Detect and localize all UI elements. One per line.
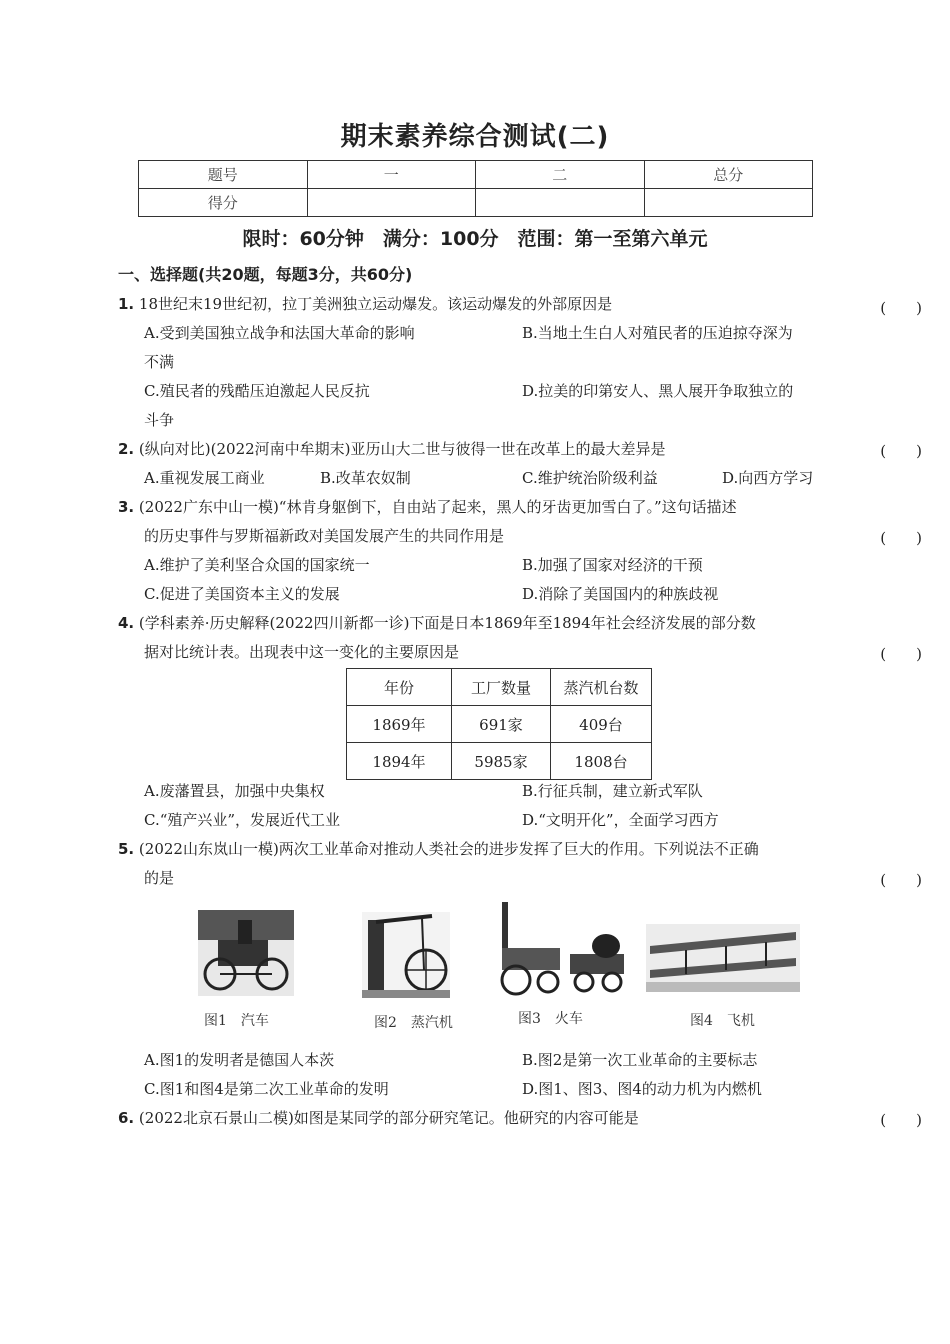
option-c[interactable]: C.图1和图4是第二次工业革命的发明 — [144, 1080, 389, 1098]
option-d-continued: 斗争 — [144, 411, 175, 429]
question-text: (2022广东中山一模)“林肯身躯倒下，自由站了起来，黑人的牙齿更加雪白了。”这句话描述 — [138, 498, 737, 516]
train-figure — [496, 902, 626, 996]
option-a[interactable]: A.重视发展工商业 — [144, 469, 265, 487]
score-table — [138, 160, 813, 217]
question-3-stem — [118, 493, 737, 522]
question-number: 4. — [118, 614, 135, 632]
option-a[interactable]: A.废藩置县，加强中央集权 — [144, 782, 325, 800]
figure-caption: 图1 汽车 — [204, 1013, 269, 1029]
option-c[interactable]: C.“殖产兴业”，发展近代工业 — [144, 811, 341, 829]
figure-caption: 图4 飞机 — [690, 1013, 755, 1029]
figure-caption: 图3 火车 — [518, 1011, 583, 1027]
airplane-figure — [646, 924, 800, 992]
option-d[interactable]: D.拉美的印第安人、黑人展开争取独立的 — [522, 382, 794, 400]
question-text: (2022山东岚山一模)两次工业革命对推动人类社会的进步发挥了巨大的作用。下列说法不正确 — [138, 840, 759, 858]
option-d[interactable]: D.向西方学习 — [722, 469, 814, 487]
question-number: 5. — [118, 840, 135, 858]
question-4-stem — [118, 609, 756, 638]
exam-meta: 限时：60分钟 满分：100分 范围：第一至第六单元 — [242, 228, 708, 250]
table-cell: 1894年 — [347, 743, 452, 780]
question-number: 6. — [118, 1109, 135, 1127]
answer-blank[interactable]: ( ) — [880, 871, 922, 889]
answer-blank[interactable]: ( ) — [880, 299, 922, 317]
score-header-cell: 二 — [476, 161, 645, 189]
answer-blank[interactable]: ( ) — [880, 1111, 922, 1129]
table-header-cell: 工厂数量 — [452, 669, 551, 706]
question-text: (2022北京石景山二模)如图是某同学的部分研究笔记。他研究的内容可能是 — [138, 1109, 639, 1127]
question-1-stem — [118, 290, 612, 319]
question-number: 3. — [118, 498, 135, 516]
question-4-stem-line2: 据对比统计表。出现表中这一变化的主要原因是 — [144, 643, 460, 661]
score-cell[interactable] — [476, 189, 645, 217]
answer-blank[interactable]: ( ) — [880, 442, 922, 460]
table-row — [347, 743, 652, 780]
question-5-stem-line2: 的是 — [144, 869, 175, 887]
table-header-cell: 年份 — [347, 669, 452, 706]
question-6-stem — [118, 1104, 639, 1133]
table-cell: 409台 — [551, 706, 652, 743]
option-b-continued: 不满 — [144, 353, 175, 371]
table-cell: 1808台 — [551, 743, 652, 780]
score-table-row — [139, 189, 813, 217]
question-text: (纵向对比)(2022河南中牟期末)亚历山大二世与彼得一世在改革上的最大差异是 — [138, 440, 666, 458]
option-b[interactable]: B.加强了国家对经济的干预 — [522, 556, 703, 574]
answer-blank[interactable]: ( ) — [880, 529, 922, 547]
question-3-stem-line2: 的历史事件与罗斯福新政对美国发展产生的共同作用是 — [144, 527, 505, 545]
option-a[interactable]: A.图1的发明者是德国人本茨 — [144, 1051, 335, 1069]
score-cell[interactable] — [644, 189, 813, 217]
question-number: 1. — [118, 295, 135, 313]
score-header-cell: 总分 — [644, 161, 813, 189]
table-row — [347, 706, 652, 743]
question-number: 2. — [118, 440, 135, 458]
score-header-cell: 题号 — [139, 161, 308, 189]
steam-engine-figure — [362, 912, 450, 998]
table-header-row — [347, 669, 652, 706]
score-header-cell: 一 — [307, 161, 476, 189]
question-text: 18世纪末19世纪初，拉丁美洲独立运动爆发。该运动爆发的外部原因是 — [138, 295, 613, 313]
option-b[interactable]: B.改革农奴制 — [320, 469, 411, 487]
figure-caption: 图2 蒸汽机 — [374, 1015, 453, 1031]
option-d[interactable]: D.消除了美国国内的种族歧视 — [522, 585, 719, 603]
score-row-label: 得分 — [139, 189, 308, 217]
option-a[interactable]: A.维护了美利坚合众国的国家统一 — [144, 556, 370, 574]
question-5-stem — [118, 835, 759, 864]
score-table-header-row — [139, 161, 813, 189]
car-figure — [198, 910, 294, 996]
option-c[interactable]: C.维护统治阶级利益 — [522, 469, 658, 487]
section-title: 一、选择题(共20题，每题3分，共60分) — [118, 265, 413, 284]
answer-blank[interactable]: ( ) — [880, 645, 922, 663]
option-d[interactable]: D.图1、图3、图4的动力机为内燃机 — [522, 1080, 762, 1098]
question-2-stem — [118, 435, 666, 464]
option-b[interactable]: B.行征兵制，建立新式军队 — [522, 782, 703, 800]
option-d[interactable]: D.“文明开化”，全面学习西方 — [522, 811, 719, 829]
table-cell: 691家 — [452, 706, 551, 743]
question-text: (学科素养·历史解释(2022四川新都一诊)下面是日本1869年至1894年社会经济发展的部分数 — [138, 614, 756, 632]
option-a[interactable]: A.受到美国独立战争和法国大革命的影响 — [144, 324, 415, 342]
page-title: 期末素养综合测试(二) — [340, 122, 610, 152]
table-header-cell: 蒸汽机台数 — [551, 669, 652, 706]
option-c[interactable]: C.促进了美国资本主义的发展 — [144, 585, 340, 603]
table-cell: 1869年 — [347, 706, 452, 743]
option-b[interactable]: B.图2是第一次工业革命的主要标志 — [522, 1051, 758, 1069]
japan-stats-table — [346, 668, 652, 780]
option-c[interactable]: C.殖民者的残酷压迫激起人民反抗 — [144, 382, 370, 400]
score-cell[interactable] — [307, 189, 476, 217]
table-cell: 5985家 — [452, 743, 551, 780]
option-b[interactable]: B.当地土生白人对殖民者的压迫掠夺深为 — [522, 324, 793, 342]
